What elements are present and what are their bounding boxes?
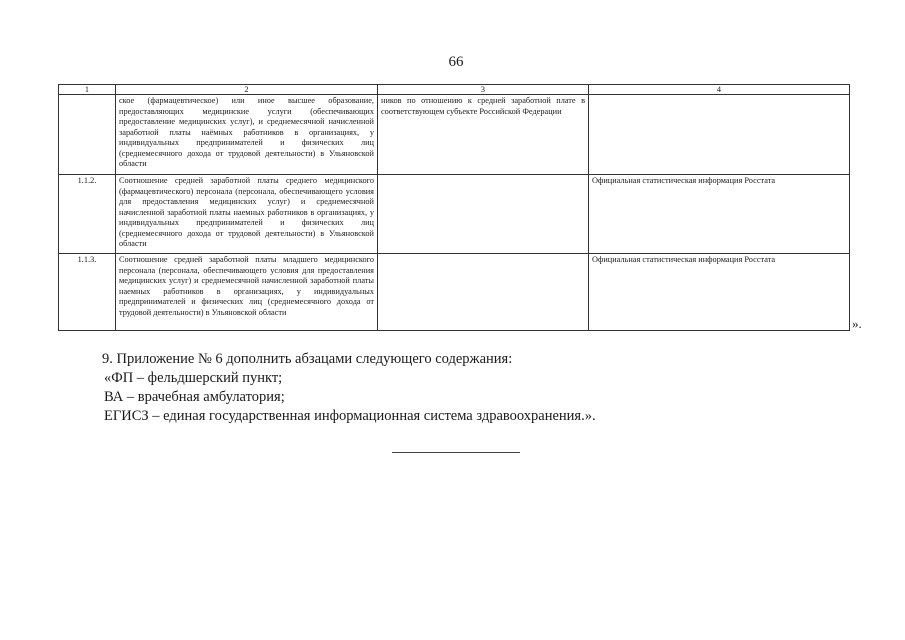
amendment-text [102,350,822,426]
row-number: 1.1.2. [59,175,116,254]
table-row [59,175,850,254]
abbreviation-va: ВА – врачебная амбулатория; [104,389,285,405]
row-number: 1.1.3. [59,254,116,331]
data-source: Официальная статистическая информация Росстата [589,254,850,331]
amendment-heading: 9. Приложение № 6 дополнить абзацами следующего содержания: [102,351,513,367]
indicator-table [58,84,850,331]
closing-quote-mark: ». [852,316,862,331]
row-number [59,95,116,175]
table-row [59,95,850,175]
column-header-1: 1 [59,85,116,95]
data-source [589,95,850,175]
column-header-2: 2 [116,85,378,95]
calculation-method: ников по отношению к средней заработной плате в соответствующем субъекте Российской Федерации [378,95,589,175]
end-separator-line [392,452,520,453]
abbreviation-fp: «ФП – фельдшерский пункт; [104,370,283,386]
data-source: Официальная статистическая информация Росстата [589,175,850,254]
abbreviation-egisz: ЕГИСЗ – единая государственная информационная система здравоохранения.». [104,408,596,424]
indicator-name: ское (фармацевтическое) или иное высшее образование, предоставляющих медицинские услуги (обеспечивающих предоставление медицинских услуг), и среднемесячной начисленной заработной платы наёмных работников в организациях, у индивидуальных предпринимателей и физических лиц (среднемесячного дохода от трудовой деятельности) в Ульяновской области [116,95,378,175]
column-header-3: 3 [378,85,589,95]
indicator-name: Соотношение средней заработной платы среднего медицинского (фармацевтического) персонала (персонала, обеспечивающего условия для предоставления медицинских услуг) и среднемесячной начисленной заработной платы наемных работников в организациях, у индивидуальных предпринимателей и физических лиц (среднемесячного дохода от трудовой деятельности) в Ульяновской области [116,175,378,254]
table-header-row [59,85,850,95]
calculation-method [378,254,589,331]
table-row [59,254,850,331]
calculation-method [378,175,589,254]
column-header-4: 4 [589,85,850,95]
page-number: 66 [448,54,464,70]
indicator-name: Соотношение средней заработной платы младшего медицинского персонала (персонала, обеспечивающего условия для предоставления медицинских услуг) и среднемесячной начисленной заработной платы наемных работников в организациях, у индивидуальных предпринимателей и физических лиц (среднемесячного дохода от трудовой деятельности) в Ульяновской области [116,254,378,331]
